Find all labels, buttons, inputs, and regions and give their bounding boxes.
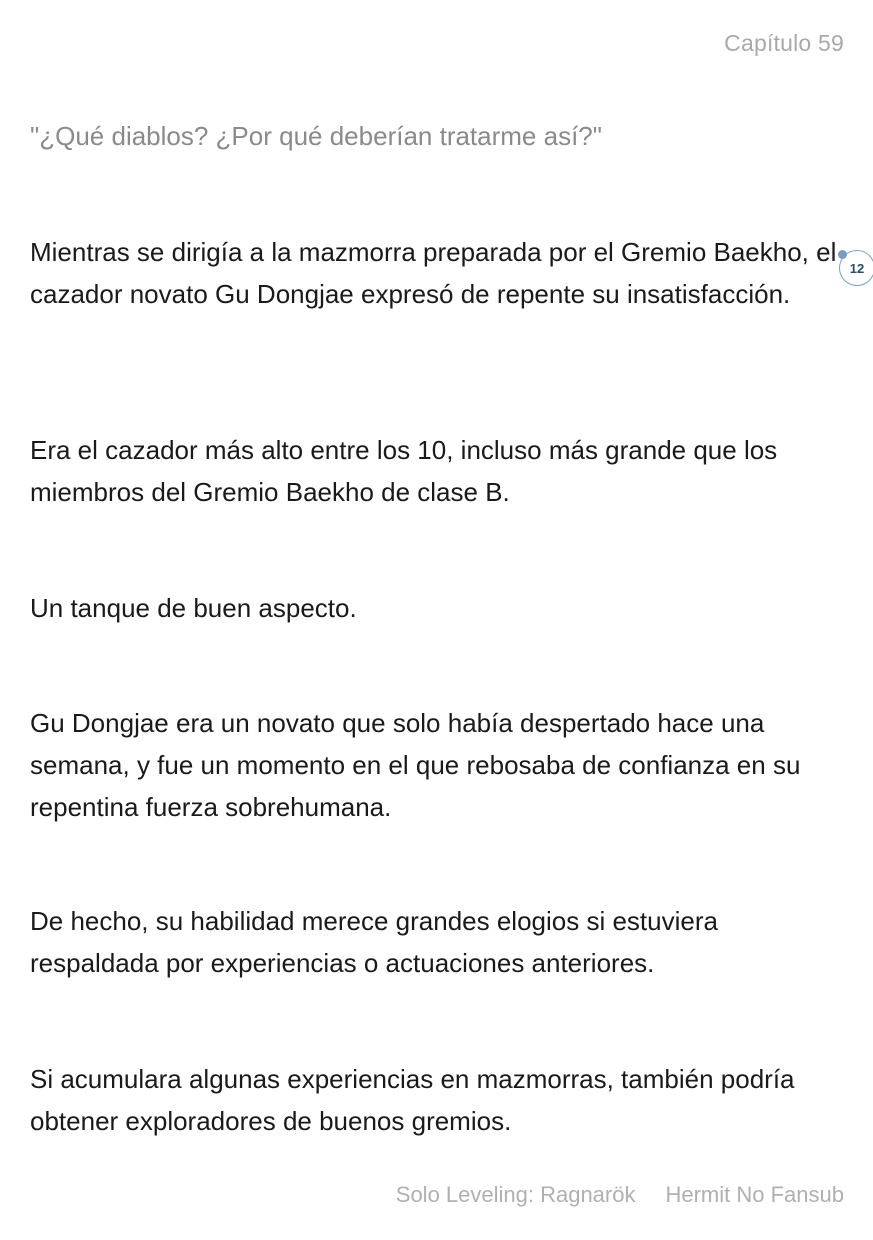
paragraph-comment-badge[interactable] xyxy=(839,250,873,286)
comment-count: 12 xyxy=(849,260,865,276)
paragraph: Si acumulara algunas experiencias en mazmorras, también podría obtener exploradores de buenos gremios. xyxy=(30,1064,795,1136)
paragraph: Gu Dongjae era un novato que solo había despertado hace una semana, y fue un momento en el que rebosaba de confianza en su repentina fuerza sobrehumana. xyxy=(30,708,801,822)
unread-dot-icon xyxy=(838,250,847,259)
footer xyxy=(396,1182,844,1208)
paragraph: De hecho, su habilidad merece grandes elogios si estuviera respaldada por experiencias o actuaciones anteriores. xyxy=(30,906,718,978)
book-title: Solo Leveling: Ragnarök xyxy=(395,1182,636,1207)
paragraph: Un tanque de buen aspecto. xyxy=(30,593,357,623)
paragraph: Era el cazador más alto entre los 10, incluso más grande que los miembros del Gremio Baekho de clase B. xyxy=(30,435,778,507)
paragraph-dialogue: "¿Qué diablos? ¿Por qué deberían tratarme así?" xyxy=(30,121,602,151)
chapter-label: Capítulo 59 xyxy=(724,30,844,56)
translator-credit: Hermit No Fansub xyxy=(665,1182,844,1207)
paragraph: Mientras se dirigía a la mazmorra preparada por el Gremio Baekho, el cazador novato Gu Dongjae expresó de repente su insatisfacción. xyxy=(30,237,837,309)
